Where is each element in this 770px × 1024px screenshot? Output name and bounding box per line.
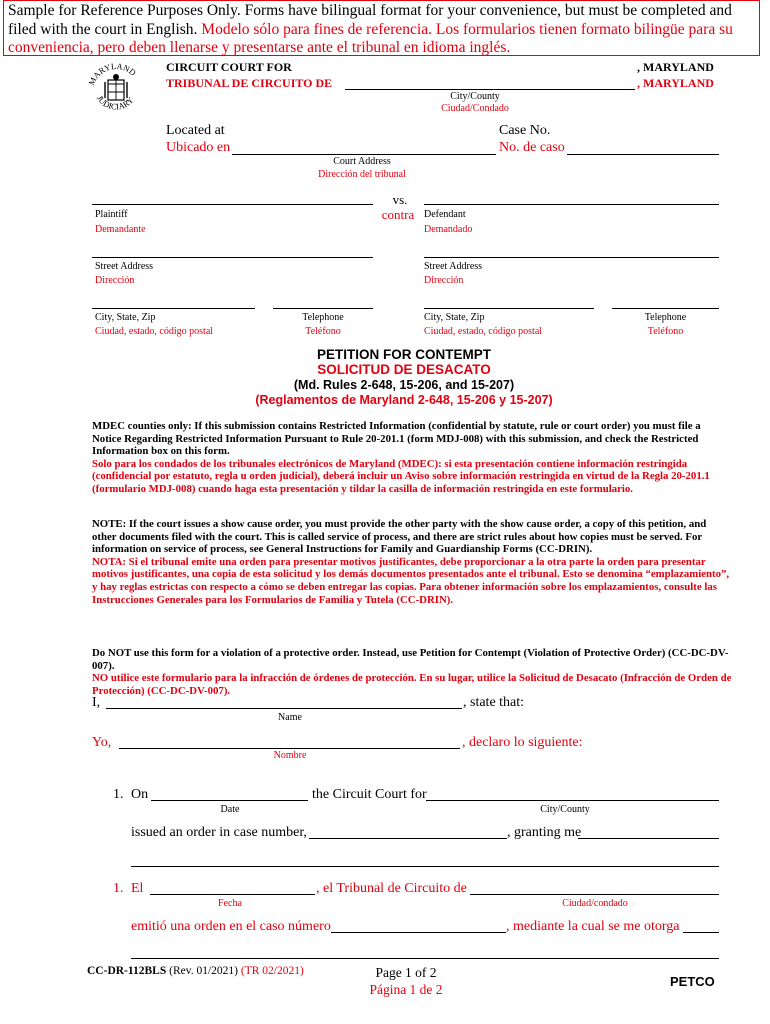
form-code: PETCO (670, 974, 715, 989)
plaintiff-city-field[interactable] (92, 308, 255, 309)
name-field[interactable] (106, 708, 462, 709)
form-number (87, 965, 304, 977)
date-label: Date (220, 804, 240, 815)
contra-label: contra (381, 207, 415, 222)
i-label: I, (92, 695, 101, 710)
otorga-field[interactable] (683, 932, 719, 933)
plaintiff-city-label-es: Ciudad, estado, código postal (95, 326, 214, 337)
issued-order-label: issued an order in case number, (131, 825, 307, 840)
item-1-number-es: 1. (113, 881, 124, 896)
defendant-field[interactable] (424, 204, 719, 205)
plaintiff-label: Plaintiff (95, 209, 128, 220)
seal-bottom-text: JUDICIARY (94, 93, 136, 112)
protective-order-warning-es: NO utilice este formulario para la infracción de órdenes de protección. En su lugar, utilice la Solicitud de Desacato (Infracción de Orden de Protección) (CC-DC-DV-007). (92, 672, 732, 697)
located-at-label: Located at (166, 123, 225, 138)
granting-me-label: , granting me (507, 825, 582, 840)
order-date-field[interactable] (151, 800, 308, 801)
otorga-label: , mediante la cual se me otorga (506, 919, 680, 934)
service-note-en: NOTE: If the court issues a show cause order, you must provide the other party with the show cause order, a copy of this petition, and other documents filed with the court. This is called service of process, and there are strict rules about how copies must be served. For information on service of process, see General Instructions for Family and Guardianship Forms (CC-DRIN). (92, 518, 707, 556)
banner-spanish: Modelo sólo para fines de referencia. Los formularios tienen formato bilingüe para su conveniencia, pero deben llenarse y presentarse ante el tribunal en idioma inglés. (8, 20, 733, 56)
county-label-es: Ciudad/Condado (441, 103, 509, 114)
defendant-phone-label: Telephone (644, 312, 687, 323)
granting-field[interactable] (578, 838, 719, 839)
maryland-label-es: , MARYLAND (637, 76, 714, 90)
item-1-number: 1. (113, 787, 124, 802)
order-case-number-field[interactable] (309, 838, 507, 839)
defendant-city-label-es: Ciudad, estado, código postal (424, 326, 543, 337)
plaintiff-label-es: Demandante (95, 224, 146, 235)
on-label: On (131, 787, 149, 802)
page-number: Page 1 of 2 (375, 965, 437, 980)
defendant-city-label: City, State, Zip (424, 312, 485, 323)
form-id: CC-DR-112BLS (87, 965, 167, 977)
vs-label: vs. (392, 192, 408, 207)
plaintiff-phone-label: Telephone (302, 312, 344, 323)
svg-text:JUDICIARY (95, 93, 136, 111)
banner-english: Sample for Reference Purposes Only. Forms have bilingual format for your convenience, but must be completed and filed with the court in English. (8, 2, 732, 38)
seal-top-text: MARYLAND (86, 60, 139, 87)
maryland-label: , MARYLAND (637, 60, 714, 74)
court-address-field[interactable] (232, 154, 496, 155)
state-that-label: , state that: (463, 695, 525, 710)
emitio-label: emitió una orden en el caso número (131, 919, 331, 934)
defendant-phone-field[interactable] (612, 308, 719, 309)
order-date-field-es[interactable] (150, 894, 315, 895)
defendant-street-label-es: Dirección (424, 275, 464, 286)
defendant-street-field[interactable] (424, 257, 719, 258)
name-label: Name (278, 712, 302, 723)
service-note-es: NOTA: Si el tribunal emite una orden para presentar motivos justificantes, debe proporcionar a la otra parte la orden para presentar motivos justificantes, una copia de esta solicitud y los demás documentos presentados ante el tribunal. Esto se denomina “emplazamiento”, y hay reglas estrictas con respecto a cómo se deben entregar las copias. Para obtener información sobre los emplazamientos, consulte las Instrucciones Generales para los Formularios de Familia y Tutela (CC-DRIN). (92, 555, 730, 606)
yo-label: Yo, (92, 735, 112, 750)
case-number-field[interactable] (567, 154, 719, 155)
order-case-number-field-es[interactable] (331, 932, 506, 933)
el-label: El (131, 881, 144, 896)
defendant-phone-label-es: Teléfono (647, 326, 684, 337)
mdec-notice-es: Solo para los condados de los tribunales electrónicos de Maryland (MDEC): si esta presentación contiene información restringida (confidencial por estatuto, regla u orden judicial), deberá incluir un Aviso sobre información restringida en virtud de la Regla 20-201.1 (formulario MDJ-008) cuando haga esta presentación y tildar la casilla de información restringida en este formulario. (92, 457, 710, 495)
form-translation-revision: (TR 02/2021) (240, 965, 304, 977)
mdec-notice-en: MDEC counties only: If this submission contains Restricted Information (confidential by statute, rule or court order) you must file a Notice Regarding Restricted Information Pursuant to Rule 20-201.1 (form MDJ-008) with this submission, and check the Restricted Information box on this form. (92, 420, 701, 458)
granting-field-line-2[interactable] (131, 866, 719, 867)
plaintiff-street-label-es: Dirección (95, 275, 135, 286)
reference-banner (3, 0, 760, 56)
city-county-label: City/County (540, 804, 590, 815)
defendant-label-es: Demandado (424, 224, 473, 235)
plaintiff-phone-field[interactable] (273, 308, 373, 309)
county-label: City/County (450, 91, 500, 102)
nombre-label: Nombre (273, 750, 307, 761)
tribunal-label: , el Tribunal de Circuito de (316, 881, 467, 896)
service-note (92, 518, 732, 606)
county-field[interactable] (345, 89, 635, 90)
located-at-label-es: Ubicado en (166, 140, 231, 155)
circuit-court-header: CIRCUIT COURT FOR (166, 60, 292, 74)
svg-text:MARYLAND (86, 61, 138, 87)
form-title: PETITION FOR CONTEMPT (317, 347, 491, 362)
case-no-label-es: No. de caso (499, 140, 565, 155)
protective-order-warning (92, 647, 732, 697)
otorga-field-line-2[interactable] (131, 958, 719, 959)
fecha-label: Fecha (218, 898, 242, 909)
case-no-label: Case No. (499, 123, 551, 138)
form-revision: (Rev. 01/2021) (169, 965, 238, 977)
defendant-city-field[interactable] (424, 308, 594, 309)
form-rules-es: (Reglamentos de Maryland 2-648, 15-206 y 15-207) (255, 393, 553, 407)
form-title-es: SOLICITUD DE DESACATO (317, 362, 491, 377)
plaintiff-field[interactable] (92, 204, 373, 205)
mdec-notice (92, 420, 732, 496)
order-county-field[interactable] (426, 800, 719, 801)
plaintiff-street-field[interactable] (92, 257, 373, 258)
court-address-label: Court Address (333, 156, 391, 167)
plaintiff-street-label: Street Address (95, 261, 154, 272)
declaro-label: , declaro lo siguiente: (462, 735, 583, 750)
form-rules: (Md. Rules 2-648, 15-206, and 15-207) (293, 378, 515, 392)
court-address-label-es: Dirección del tribunal (318, 169, 406, 180)
defendant-street-label: Street Address (424, 261, 483, 272)
ciudad-condado-label: Ciudad/condado (562, 898, 628, 909)
name-field-es[interactable] (119, 748, 460, 749)
plaintiff-phone-label-es: Teléfono (305, 326, 341, 337)
page-number-es: Página 1 de 2 (369, 982, 443, 997)
defendant-label: Defendant (424, 209, 466, 220)
circuit-court-for-label: the Circuit Court for (312, 787, 427, 802)
plaintiff-city-label: City, State, Zip (95, 312, 156, 323)
order-county-field-es[interactable] (470, 894, 719, 895)
maryland-judiciary-seal (85, 58, 147, 122)
circuit-court-header-es: TRIBUNAL DE CIRCUITO DE (166, 76, 333, 90)
protective-order-warning-en: Do NOT use this form for a violation of a protective order. Instead, use Petition for Contempt (Violation of Protective Order) (CC-DC-DV-007). (92, 647, 729, 672)
